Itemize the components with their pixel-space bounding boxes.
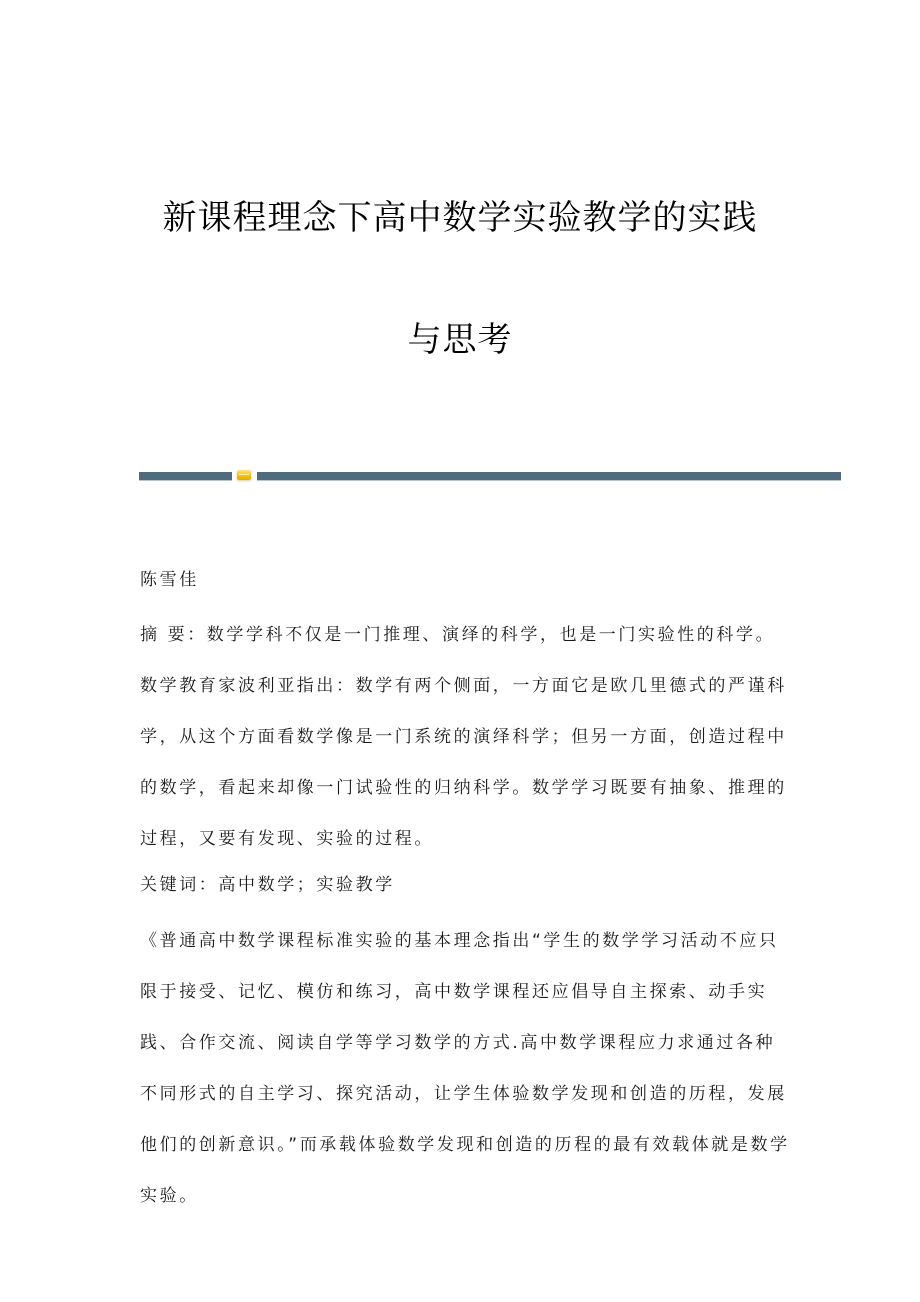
keywords-line: 关键词：高中数学；实验教学 xyxy=(140,875,395,895)
document-title-line-2: 与思考 xyxy=(407,320,513,360)
title-divider xyxy=(139,470,841,481)
author-name: 陈雪佳 xyxy=(140,570,199,590)
document-title-line-1: 新课程理念下高中数学实验教学的实践 xyxy=(162,198,758,238)
body-paragraph-1: 《普通高中数学课程标准实验的基本理念指出“学生的数学学习活动不应只限于接受、记忆、模仿和练习，高中数学课程还应倡导自主探索、动手实践、合作交流、阅读自学等学习数学的方式.高中数学课程应力求通过各种不同形式的自主学习、探究活动，让学生体验数学发现和创造的历程，发展他们的创新意识。”而承载体验数学发现和创造的历程的最有效载体就是数学实验。 xyxy=(140,931,790,1206)
divider-bar-left xyxy=(139,472,232,481)
divider-bar-right xyxy=(257,472,841,481)
abstract-paragraph: 摘 要：数学学科不仅是一门推理、演绎的科学，也是一门实验性的科学。数学教育家波利亚指出：数学有两个侧面，一方面它是欧几里德式的严谨科学，从这个方面看数学像是一门系统的演绎科学；但另一方面，创造过程中的数学，看起来却像一门试验性的归纳科学。数学学习既要有抽象、推理的过程，又要有发现、实验的过程。 xyxy=(140,625,787,849)
divider-ornament-icon xyxy=(237,470,251,480)
